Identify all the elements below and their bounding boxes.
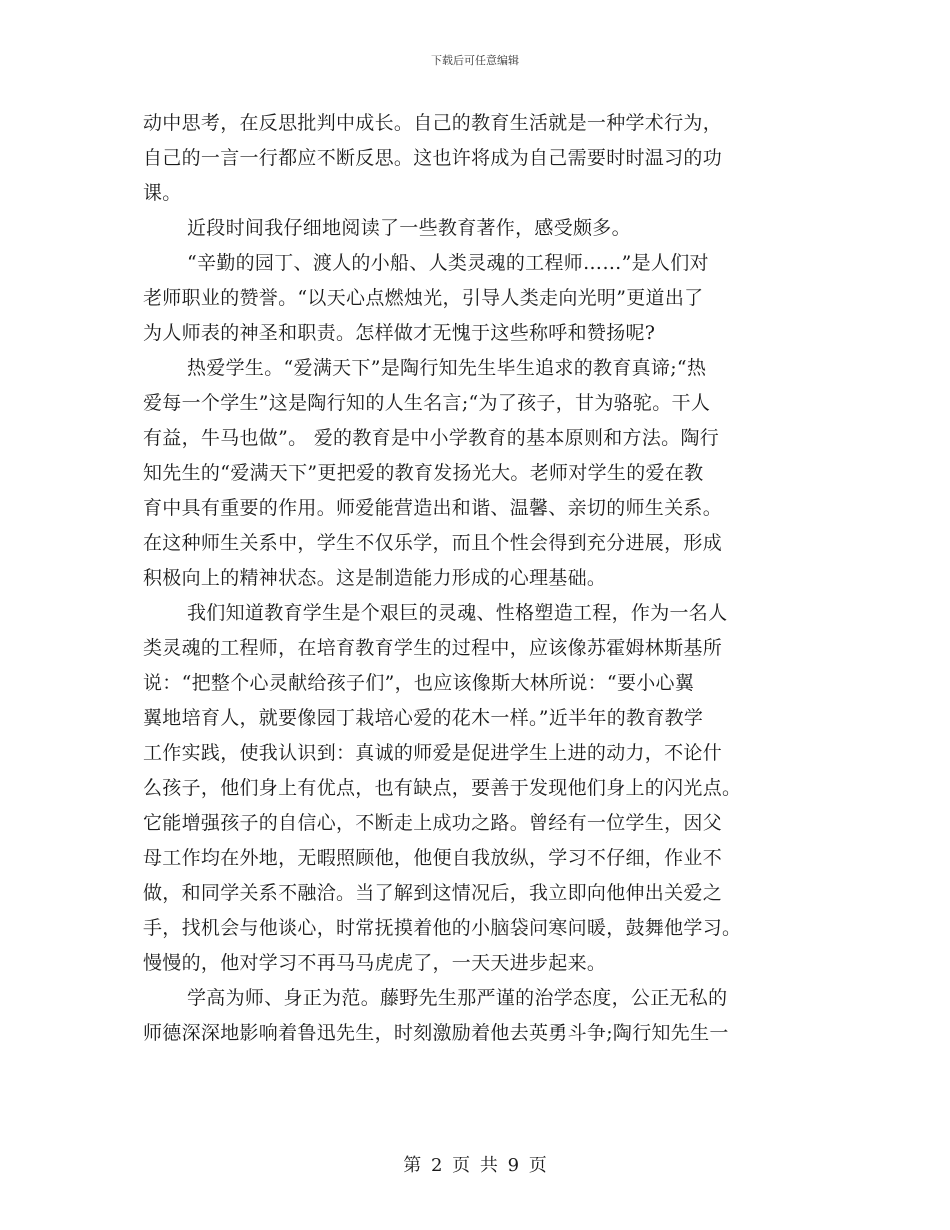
text-line: 它能增强孩子的自信心，不断走上成功之路。曾经有一位学生，因父 (143, 812, 723, 834)
text-line: 课。 (143, 182, 182, 204)
text-line: 师德深深地影响着鲁迅先生，时刻激励着他去英勇斗争;陶行知先生一 (143, 1022, 729, 1044)
text-line: 动中思考，在反思批判中成长。自己的教育生活就是一种学术行为， (143, 112, 723, 134)
text-line: 做，和同学关系不融洽。当了解到这情况后，我立即向他伸出关爱之 (143, 882, 723, 904)
text-line: 积极向上的精神状态。这是制造能力形成的心理基础。 (143, 567, 607, 589)
text-line: 么孩子，他们身上有优点，也有缺点，要善于发现他们身上的闪光点。 (143, 777, 742, 799)
text-line: 在这种师生关系中，学生不仅乐学，而且个性会得到充分进展，形成 (143, 532, 723, 554)
text-line: 爱每一个学生”这是陶行知的人生名言;“为了孩子，甘为骆驼。干人 (143, 392, 711, 414)
text-line: 说：“把整个心灵献给孩子们”，也应该像斯大林所说：“要小心翼 (143, 672, 695, 694)
text-line: 学高为师、身正为范。藤野先生那严谨的治学态度，公正无私的 (187, 987, 728, 1009)
text-line: 类灵魂的工程师，在培育教育学生的过程中，应该像苏霍姆林斯基所 (143, 637, 723, 659)
text-line: 自己的一言一行都应不断反思。这也许将成为自己需要时时温习的功 (143, 147, 723, 169)
page-number-footer: 第 2 页 共 9 页 (403, 1155, 547, 1176)
text-line: 工作实践，使我认识到：真诚的师爱是促进学生上进的动力，不论什 (143, 742, 723, 764)
text-line: 育中具有重要的作用。师爱能营造出和谐、温馨、亲切的师生关系。 (143, 497, 723, 519)
text-line: 我们知道教育学生是个艰巨的灵魂、性格塑造工程，作为一名人 (187, 602, 728, 624)
text-line: 翼地培育人，就要像园丁栽培心爱的花木一样。”近半年的教育教学 (143, 707, 704, 729)
text-line: 老师职业的赞誉。“以天心点燃烛光，引导人类走向光明”更道出了 (143, 287, 704, 309)
text-line: 近段时间我仔细地阅读了一些教育著作，感受颇多。 (187, 217, 631, 239)
document-body (143, 106, 803, 1051)
text-line: 手，找机会与他谈心，时常抚摸着他的小脑袋问寒问暖，鼓舞他学习。 (143, 917, 742, 939)
text-line: 有益，牛马也做”。 爱的教育是中小学教育的基本原则和方法。陶行 (143, 427, 720, 449)
text-line: 慢慢的，他对学习不再马马虎虎了，一天天进步起来。 (143, 952, 607, 974)
page-header: 下载后可任意编辑 (431, 54, 519, 67)
text-line: 知先生的“爱满天下”更把爱的教育发扬光大。老师对学生的爱在教 (143, 462, 704, 484)
text-line: “辛勤的园丁、渡人的小船、人类灵魂的工程师……”是人们对 (187, 252, 709, 274)
text-line: 母工作均在外地，无暇照顾他，他便自我放纵，学习不仔细，作业不 (143, 847, 723, 869)
text-line: 热爱学生。“爱满天下”是陶行知先生毕生追求的教育真谛;“热 (187, 357, 707, 379)
text-line: 为人师表的神圣和职责。怎样做才无愧于这些称呼和赞扬呢? (143, 322, 656, 344)
